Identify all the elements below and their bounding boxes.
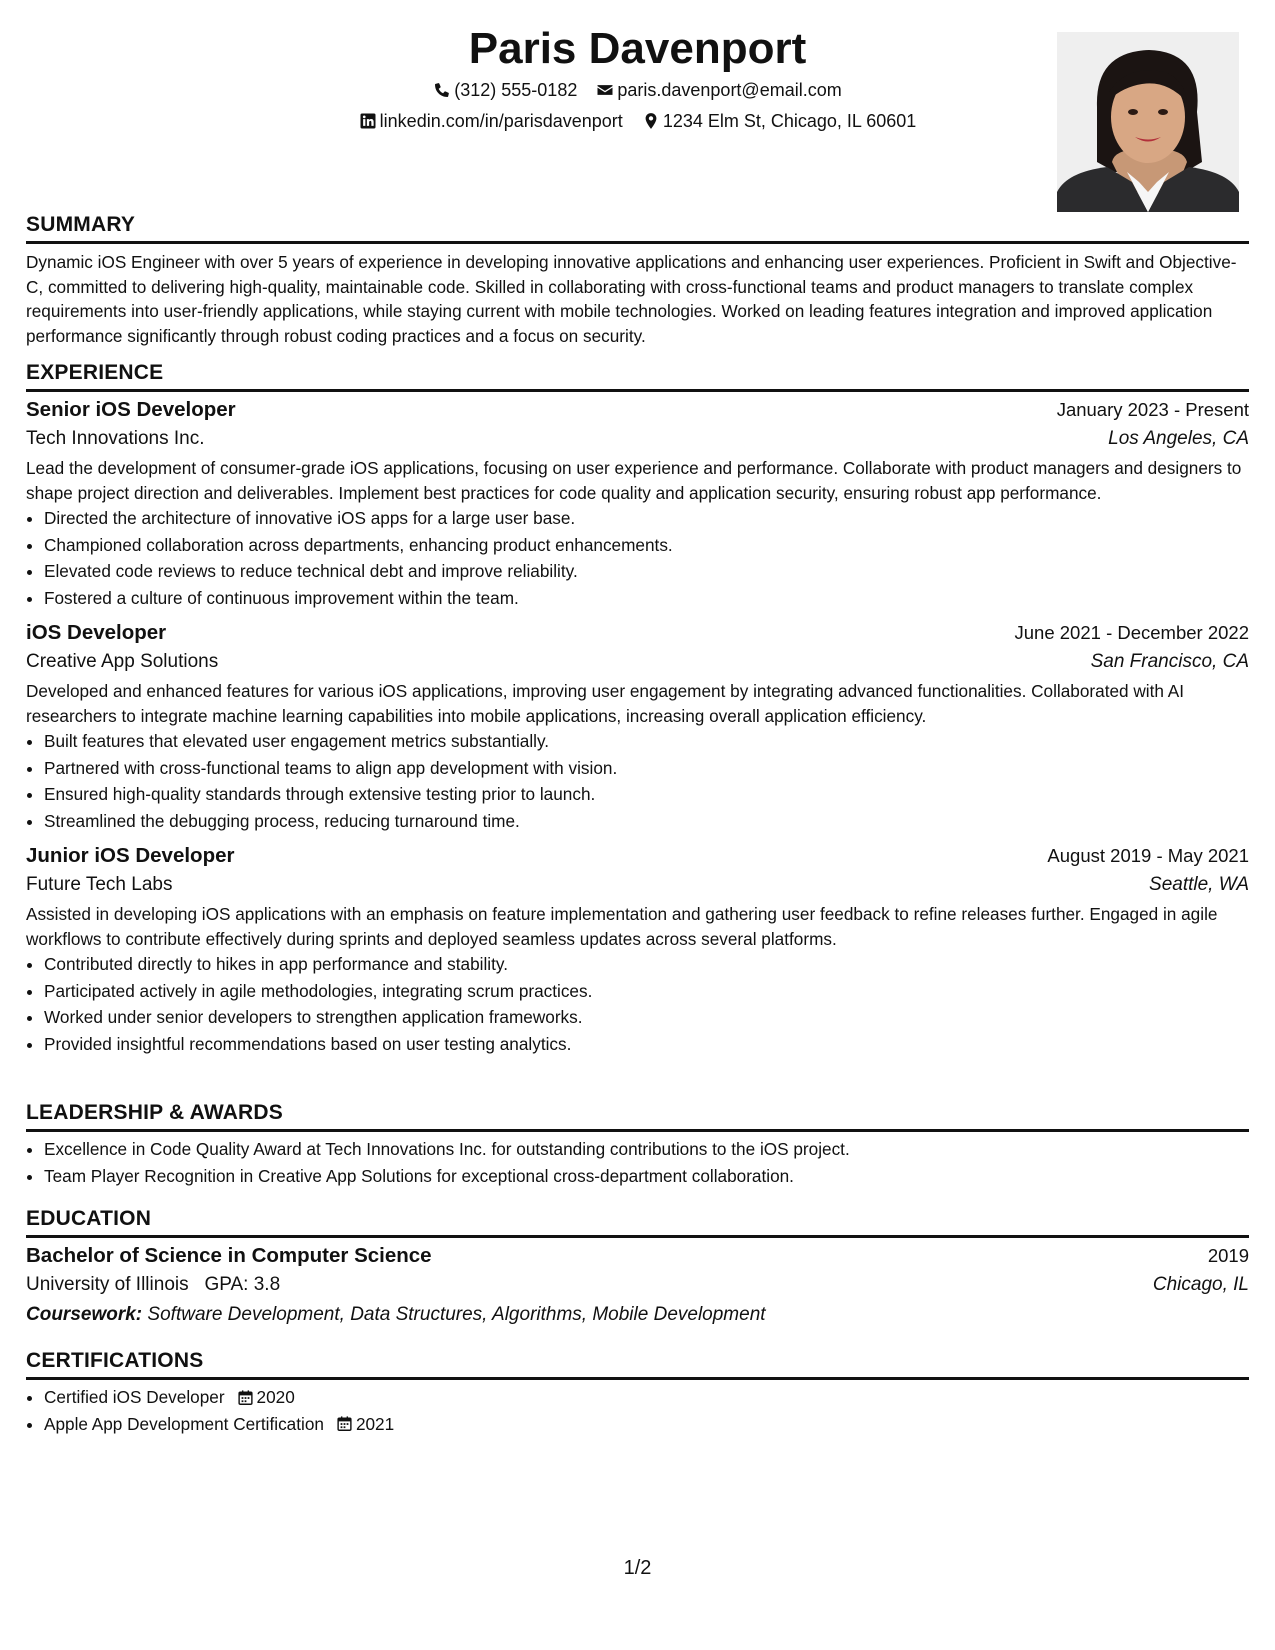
calendar-icon xyxy=(336,1415,353,1432)
phone-icon xyxy=(433,81,451,99)
candidate-name: Paris Davenport xyxy=(468,24,807,73)
job-bullets xyxy=(26,951,1249,1057)
job-title: iOS Developer xyxy=(26,621,167,644)
job-header xyxy=(26,842,1249,870)
summary-section xyxy=(26,212,1249,348)
list-item: • Championed collaboration across departments, enhancing product enhancements. xyxy=(44,532,1249,559)
list-item: • Fostered a culture of continuous improvement within the team. xyxy=(44,585,1249,612)
job-description: Assisted in developing iOS applications with an emphasis on feature implementation and gathering user feedback to refine releases further. Engaged in agile workflows to contribute effectively during sprints and deployed seamless updates across several platforms. xyxy=(26,904,1218,949)
job-title: Senior iOS Developer xyxy=(26,398,236,421)
certification-date xyxy=(336,1411,394,1438)
job-company: Creative App Solutions xyxy=(26,651,219,672)
section-title-leadership: LEADERSHIP & AWARDS xyxy=(26,1100,1249,1132)
job-entry xyxy=(26,619,1249,834)
page-number: 1/2 xyxy=(623,1557,652,1579)
section-title-summary: SUMMARY xyxy=(26,212,1249,244)
section-title-education: EDUCATION xyxy=(26,1206,1249,1238)
list-item: • Partnered with cross-functional teams to align app development with vision. xyxy=(44,755,1249,782)
job-entry xyxy=(26,842,1249,1057)
school-line xyxy=(26,1270,280,1300)
job-dates: June 2021 - December 2022 xyxy=(1014,622,1249,643)
portrait-image xyxy=(1057,32,1239,212)
graduation-year: 2019 xyxy=(1207,1245,1249,1266)
education-subheader xyxy=(26,1270,1249,1300)
coursework-line xyxy=(26,1300,1249,1330)
resume-header xyxy=(26,22,1249,222)
list-item: • Excellence in Code Quality Award at Tech Innovations Inc. for outstanding contributions to the iOS project. xyxy=(44,1136,1249,1163)
list-item: • Directed the architecture of innovative iOS apps for a large user base. xyxy=(44,505,1249,532)
certification-year: 2020 xyxy=(256,1387,295,1407)
school-location: Chicago, IL xyxy=(1152,1274,1249,1295)
job-company: Tech Innovations Inc. xyxy=(26,428,205,449)
leadership-section xyxy=(26,1100,1249,1189)
gpa: GPA: 3.8 xyxy=(204,1274,281,1295)
calendar-icon xyxy=(237,1389,254,1406)
list-item: • Worked under senior developers to strengthen application frameworks. xyxy=(44,1004,1249,1031)
list-item: • Built features that elevated user engagement metrics substantially. xyxy=(44,728,1249,755)
linkedin-icon xyxy=(359,112,377,130)
section-title-certifications: CERTIFICATIONS xyxy=(26,1348,1249,1380)
degree: Bachelor of Science in Computer Science xyxy=(26,1244,432,1267)
job-header xyxy=(26,619,1249,647)
coursework-label: Coursework: xyxy=(26,1304,143,1325)
list-item: • Ensured high-quality standards through extensive testing prior to launch. xyxy=(44,781,1249,808)
map-marker-icon xyxy=(642,112,660,130)
list-item xyxy=(44,1411,1249,1438)
certification-name: • Certified iOS Developer xyxy=(44,1387,225,1407)
summary-text: Dynamic iOS Engineer with over 5 years of experience in developing innovative applications and enhancing user experiences. Proficient in Swift and Objective-C, committed to delivering high-quality, maintainable code. Skilled in collaborating with cross-functional teams and product managers to translate complex requirements into user-friendly applications, while staying current with mobile technologies. Worked on leading features integration and improved application performance significantly through robust coding practices and a focus on security. xyxy=(26,252,1237,346)
phone-text: (312) 555-0182 xyxy=(454,80,578,100)
certifications-section xyxy=(26,1348,1249,1437)
certification-year: 2021 xyxy=(355,1413,395,1434)
certifications-list xyxy=(26,1384,1249,1437)
education-section xyxy=(26,1206,1249,1330)
list-item xyxy=(44,1384,1249,1411)
linkedin-contact[interactable] xyxy=(359,109,623,133)
job-entry xyxy=(26,396,1249,611)
address-text: 1234 Elm St, Chicago, IL 60601 xyxy=(662,111,917,131)
list-item: • Provided insightful recommendations based on user testing analytics. xyxy=(44,1031,1249,1058)
job-dates: January 2023 - Present xyxy=(1056,399,1249,420)
job-description: Lead the development of consumer-grade iOS applications, focusing on user experience and performance. Collaborate with product managers and designers to shape project direction and deliverables. Implement best practices for code quality and application security, ensuring robust app performance. xyxy=(26,458,1242,503)
profile-photo xyxy=(1057,32,1239,212)
job-dates: August 2019 - May 2021 xyxy=(1047,845,1249,866)
envelope-icon xyxy=(596,81,614,99)
job-bullets xyxy=(26,505,1249,611)
address-contact xyxy=(642,109,917,133)
job-subheader xyxy=(26,870,1249,900)
email-contact[interactable] xyxy=(596,78,841,102)
job-bullets xyxy=(26,728,1249,834)
list-item: • Participated actively in agile methodologies, integrating scrum practices. xyxy=(44,978,1249,1005)
education-header xyxy=(26,1242,1249,1270)
section-title-experience: EXPERIENCE xyxy=(26,360,1249,392)
job-location: Los Angeles, CA xyxy=(1108,428,1249,449)
linkedin-text[interactable]: linkedin.com/in/parisdavenport xyxy=(379,111,623,131)
job-location: Seattle, WA xyxy=(1149,874,1249,895)
job-location: San Francisco, CA xyxy=(1090,651,1249,672)
email-text[interactable]: paris.davenport@email.com xyxy=(617,80,842,100)
job-subheader xyxy=(26,647,1249,677)
list-item: • Team Player Recognition in Creative App Solutions for exceptional cross-department collaboration. xyxy=(44,1163,1249,1190)
job-header xyxy=(26,396,1249,424)
list-item: • Streamlined the debugging process, reducing turnaround time. xyxy=(44,808,1249,835)
experience-section xyxy=(26,360,1249,1057)
job-title: Junior iOS Developer xyxy=(26,844,235,867)
school-name: University of Illinois xyxy=(26,1274,189,1295)
certification-name: • Apple App Development Certification xyxy=(44,1413,324,1434)
job-subheader xyxy=(26,424,1249,454)
list-item: • Contributed directly to hikes in app performance and stability. xyxy=(44,951,1249,978)
awards-list xyxy=(26,1136,1249,1189)
job-company: Future Tech Labs xyxy=(26,874,173,895)
phone-contact xyxy=(433,78,577,102)
resume-page xyxy=(26,22,1249,1622)
job-description: Developed and enhanced features for various iOS applications, improving user engagement by integrating advanced functionalities. Collaborated with AI researchers to integrate machine learning capabilities into mobile applications, increasing overall application efficiency. xyxy=(26,681,1184,726)
list-item: • Elevated code reviews to reduce technical debt and improve reliability. xyxy=(44,558,1249,585)
certification-date xyxy=(237,1384,295,1411)
coursework-text: Software Development, Data Structures, Algorithms, Mobile Development xyxy=(147,1304,766,1325)
